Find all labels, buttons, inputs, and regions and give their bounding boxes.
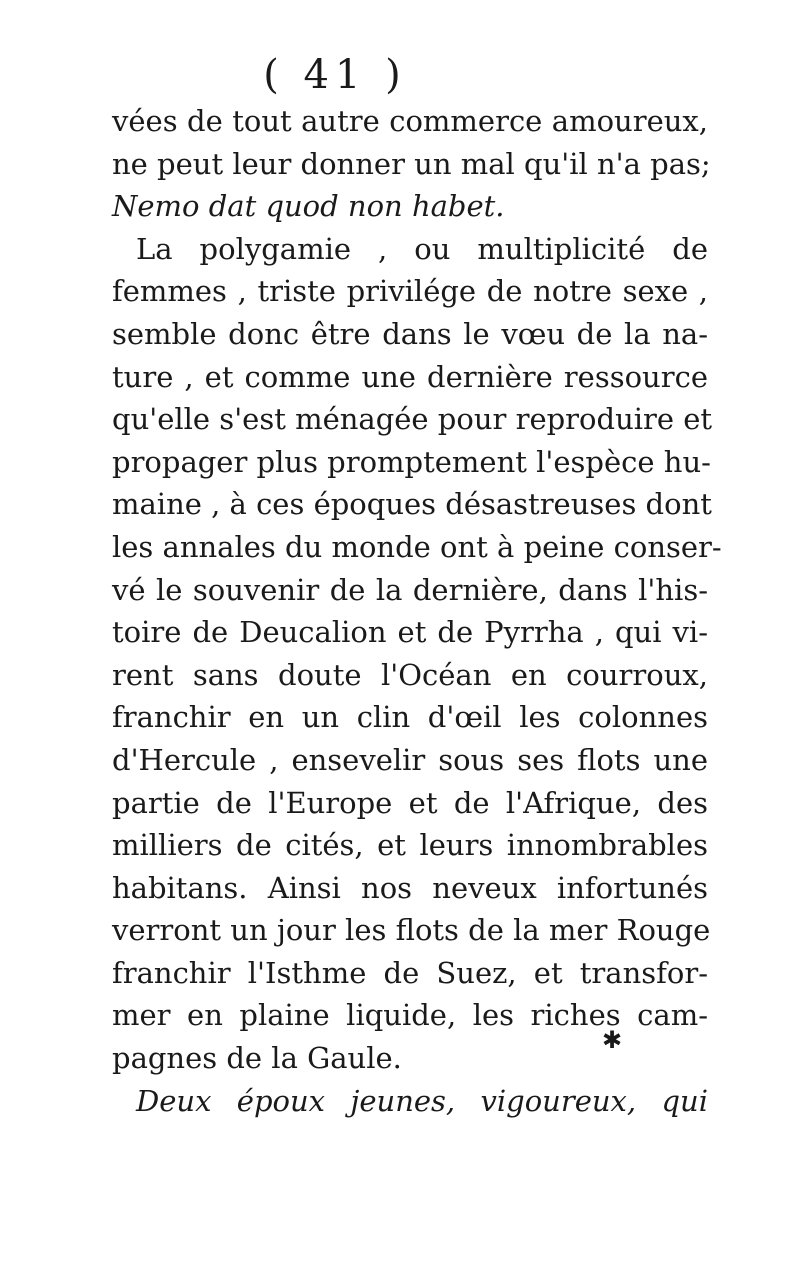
paragraph-start-line: La polygamie , ou multiplicité de bbox=[136, 231, 708, 266]
page-number: ( 41 ) bbox=[263, 52, 407, 98]
text-line: habitans. Ainsi nos neveux infortunés bbox=[112, 870, 708, 905]
body-text bbox=[112, 100, 722, 1122]
text-line: propager plus promptement l'espèce hu- bbox=[112, 444, 711, 479]
text-line: vées de tout autre commerce amoureux, bbox=[112, 104, 708, 138]
text-line: franchir en un clin d'œil les colonnes bbox=[112, 700, 708, 735]
text-line: partie de l'Europe et de l'Afrique, des bbox=[112, 785, 708, 820]
text-line: vé le souvenir de la dernière, dans l'his- bbox=[112, 572, 708, 607]
text-line: mer en plaine liquide, les riches cam- bbox=[112, 998, 708, 1033]
text-line: rent sans doute l'Océan en courroux, bbox=[112, 657, 708, 692]
text-line: maine , à ces époques désastreuses dont bbox=[112, 487, 712, 522]
text-line: ne peut leur donner un mal qu'il n'a pas; bbox=[112, 146, 711, 181]
latin-quote-line: Nemo dat quod non habet. bbox=[112, 189, 505, 224]
text-line: femmes , triste privilége de notre sexe , bbox=[112, 274, 708, 309]
text-line: semble donc être dans le vœu de la na- bbox=[112, 316, 708, 351]
paragraph-end-line: pagnes de la Gaule. bbox=[112, 1041, 402, 1076]
text-line: franchir l'Isthme de Suez, et transfor- bbox=[112, 955, 708, 990]
text-line: les annales du monde ont à peine conser- bbox=[112, 529, 722, 564]
paragraph-start-line: Deux époux jeunes, vigoureux, qui bbox=[136, 1083, 708, 1118]
signature-mark: ✱ bbox=[602, 1026, 623, 1054]
text-line: ture , et comme une dernière ressource bbox=[112, 359, 708, 394]
text-line: milliers de cités, et leurs innombrables bbox=[112, 828, 708, 863]
text-line: toire de Deucalion et de Pyrrha , qui vi- bbox=[112, 615, 708, 650]
text-line: d'Hercule , ensevelir sous ses flots une bbox=[112, 742, 708, 777]
text-line: verront un jour les flots de la mer Rouge bbox=[112, 913, 711, 948]
text-line: qu'elle s'est ménagée pour reproduire et bbox=[112, 402, 713, 437]
